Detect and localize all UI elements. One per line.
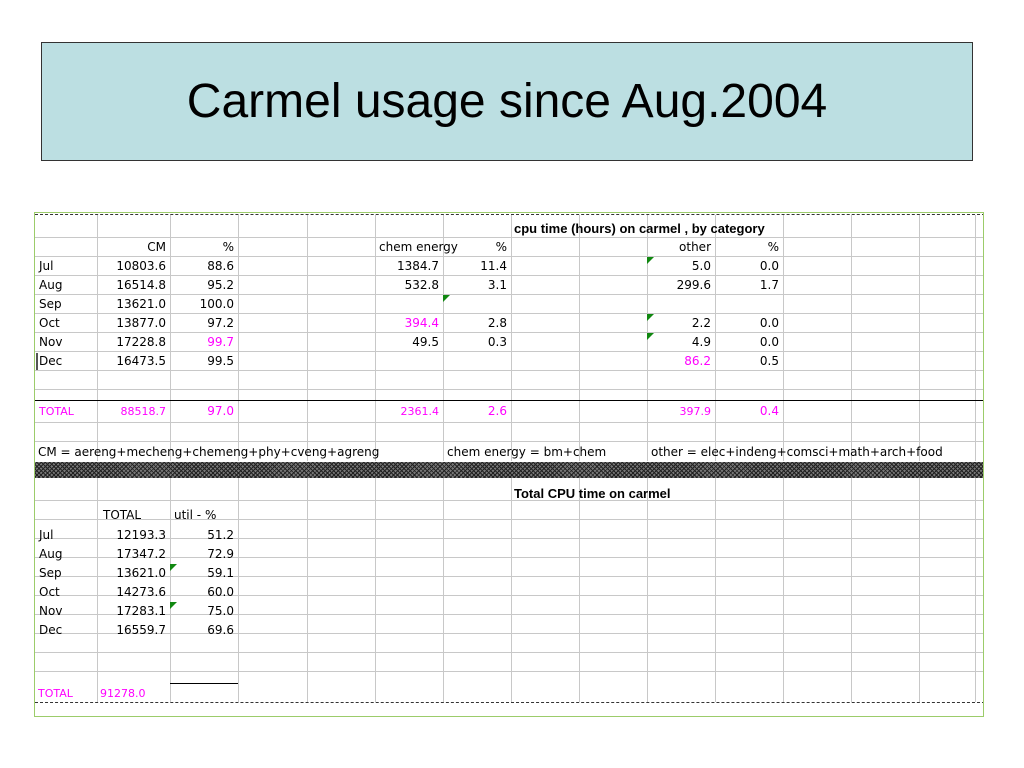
- cell-other[interactable]: 299.6: [676, 278, 711, 292]
- gridline-horizontal: [35, 389, 984, 390]
- gridline-vertical: [579, 215, 580, 461]
- gridline-vertical: [783, 478, 784, 702]
- header-util[interactable]: util - %: [174, 508, 217, 522]
- header-cm[interactable]: CM: [147, 240, 166, 254]
- gridline-vertical: [851, 478, 852, 702]
- cell-other-pct[interactable]: 0.0: [759, 335, 779, 349]
- gridline-vertical: [783, 215, 784, 461]
- cell-cm[interactable]: 13877.0: [116, 316, 166, 330]
- comment-marker-icon[interactable]: [170, 564, 177, 571]
- row-month[interactable]: Nov: [39, 335, 63, 349]
- cell-cm-pct[interactable]: 95.2: [207, 278, 234, 292]
- comment-marker-icon[interactable]: [170, 602, 177, 609]
- cell-cm-pct[interactable]: 97.2: [207, 316, 234, 330]
- comment-marker-icon[interactable]: [647, 314, 654, 321]
- gridline-vertical: [511, 478, 512, 702]
- sheet-bottom-border: [35, 702, 984, 703]
- row-month[interactable]: Aug: [39, 547, 63, 561]
- row-month[interactable]: Oct: [39, 585, 60, 599]
- cell-chem[interactable]: 394.4: [404, 316, 439, 330]
- cell-cm-pct[interactable]: 100.0: [199, 297, 234, 311]
- cell-cm[interactable]: 17228.8: [116, 335, 166, 349]
- gridline-vertical: [919, 215, 920, 461]
- cell-chem-pct[interactable]: 2.8: [487, 316, 507, 330]
- cell-other[interactable]: 2.2: [691, 316, 711, 330]
- row-month[interactable]: Sep: [39, 566, 62, 580]
- cell-other-pct[interactable]: 0.0: [759, 316, 779, 330]
- gridline-vertical: [647, 478, 648, 702]
- cell-util[interactable]: 59.1: [207, 566, 234, 580]
- header-total[interactable]: TOTAL: [103, 508, 142, 522]
- gridline-vertical: [443, 478, 444, 702]
- cell-cm[interactable]: 13621.0: [116, 297, 166, 311]
- cell-util[interactable]: 75.0: [207, 604, 234, 618]
- row-month[interactable]: Jul: [39, 259, 54, 273]
- cell-util[interactable]: 51.2: [207, 528, 234, 542]
- gridline-vertical: [975, 478, 976, 702]
- total-cm-pct[interactable]: 97.0: [207, 404, 234, 418]
- total-separator: [35, 400, 984, 401]
- cell-chem[interactable]: 532.8: [404, 278, 439, 292]
- gridline-horizontal: [35, 441, 984, 442]
- header-other[interactable]: other: [679, 240, 711, 254]
- cell-cm[interactable]: 16514.8: [116, 278, 166, 292]
- total-cpu[interactable]: 91278.0: [100, 687, 146, 700]
- cell-total[interactable]: 12193.3: [116, 528, 166, 542]
- sheet-top-border: [35, 214, 984, 215]
- cell-chem-pct[interactable]: 3.1: [487, 278, 507, 292]
- cell-total[interactable]: 14273.6: [116, 585, 166, 599]
- total-label[interactable]: TOTAL: [38, 687, 73, 700]
- header-cm-pct[interactable]: %: [222, 240, 234, 254]
- cell-chem[interactable]: 49.5: [412, 335, 439, 349]
- gridline-vertical: [307, 215, 308, 461]
- total-separator: [170, 683, 238, 684]
- cell-cm-pct[interactable]: 99.5: [207, 354, 234, 368]
- header-other-pct[interactable]: %: [767, 240, 779, 254]
- cell-cm[interactable]: 10803.6: [116, 259, 166, 273]
- cell-total[interactable]: 17283.1: [116, 604, 166, 618]
- row-month[interactable]: Dec: [39, 623, 63, 637]
- gridline-vertical: [715, 478, 716, 702]
- total-other-pct[interactable]: 0.4: [759, 404, 779, 418]
- total-other[interactable]: 397.9: [679, 405, 711, 418]
- comment-marker-icon[interactable]: [647, 333, 654, 340]
- gridline-vertical: [307, 478, 308, 702]
- gridline-vertical: [511, 215, 512, 461]
- total-cm[interactable]: 88518.7: [120, 405, 166, 418]
- gridline-vertical: [579, 478, 580, 702]
- cell-other[interactable]: 86.2: [684, 354, 711, 368]
- cell-util[interactable]: 69.6: [207, 623, 234, 637]
- comment-marker-icon[interactable]: [443, 295, 450, 302]
- total-label[interactable]: TOTAL: [39, 405, 74, 418]
- row-month[interactable]: Dec: [39, 354, 63, 368]
- cell-other[interactable]: 5.0: [691, 259, 711, 273]
- header-chem-energy[interactable]: chem energy: [379, 240, 458, 254]
- legend-cm[interactable]: CM = aereng+mecheng+chemeng+phy+cveng+agreng: [38, 445, 380, 459]
- cell-cm-pct[interactable]: 88.6: [207, 259, 234, 273]
- gridline-vertical: [238, 215, 239, 461]
- cell-total[interactable]: 13621.0: [116, 566, 166, 580]
- gridline-vertical: [975, 215, 976, 461]
- gridline-vertical: [238, 478, 239, 702]
- gridline-horizontal: [35, 671, 984, 672]
- gridline-vertical: [375, 478, 376, 702]
- cell-cm-pct[interactable]: 99.7: [207, 335, 234, 349]
- row-month[interactable]: Sep: [39, 297, 62, 311]
- slide-title-box: [41, 42, 973, 161]
- cell-other[interactable]: 4.9: [691, 335, 711, 349]
- spreadsheet: [34, 212, 984, 717]
- cell-total[interactable]: 17347.2: [116, 547, 166, 561]
- cell-other-pct[interactable]: 0.0: [759, 259, 779, 273]
- gridline-vertical: [919, 478, 920, 702]
- cell-other-pct[interactable]: 0.5: [759, 354, 779, 368]
- total-chem[interactable]: 2361.4: [400, 405, 439, 418]
- row-month[interactable]: Jul: [39, 528, 54, 542]
- cell-util[interactable]: 60.0: [207, 585, 234, 599]
- cell-util[interactable]: 72.9: [207, 547, 234, 561]
- row-month[interactable]: Oct: [39, 316, 60, 330]
- cell-chem-pct[interactable]: 11.4: [480, 259, 507, 273]
- slide-title: Carmel usage since Aug.2004: [186, 75, 828, 128]
- legend-other[interactable]: other = elec+indeng+comsci+math+arch+food: [651, 445, 943, 459]
- row-month[interactable]: Aug: [39, 278, 63, 292]
- total-chem-pct[interactable]: 2.6: [487, 404, 507, 418]
- legend-chem[interactable]: chem energy = bm+chem: [447, 445, 607, 459]
- hatched-divider: [35, 462, 984, 478]
- cell-chem[interactable]: 1384.7: [397, 259, 439, 273]
- cell-cm[interactable]: 16473.5: [116, 354, 166, 368]
- cell-chem-pct[interactable]: 0.3: [487, 335, 507, 349]
- gridline-vertical: [851, 215, 852, 461]
- bottom-table-heading: Total CPU time on carmel: [514, 486, 671, 501]
- top-table-heading: cpu time (hours) on carmel , by category: [514, 221, 765, 236]
- header-chem-pct[interactable]: %: [495, 240, 507, 254]
- gridline-horizontal: [35, 422, 984, 423]
- cell-total[interactable]: 16559.7: [116, 623, 166, 637]
- row-month[interactable]: Nov: [39, 604, 63, 618]
- cell-other-pct[interactable]: 1.7: [759, 278, 779, 292]
- gridline-horizontal: [35, 652, 984, 653]
- comment-marker-icon[interactable]: [647, 257, 654, 264]
